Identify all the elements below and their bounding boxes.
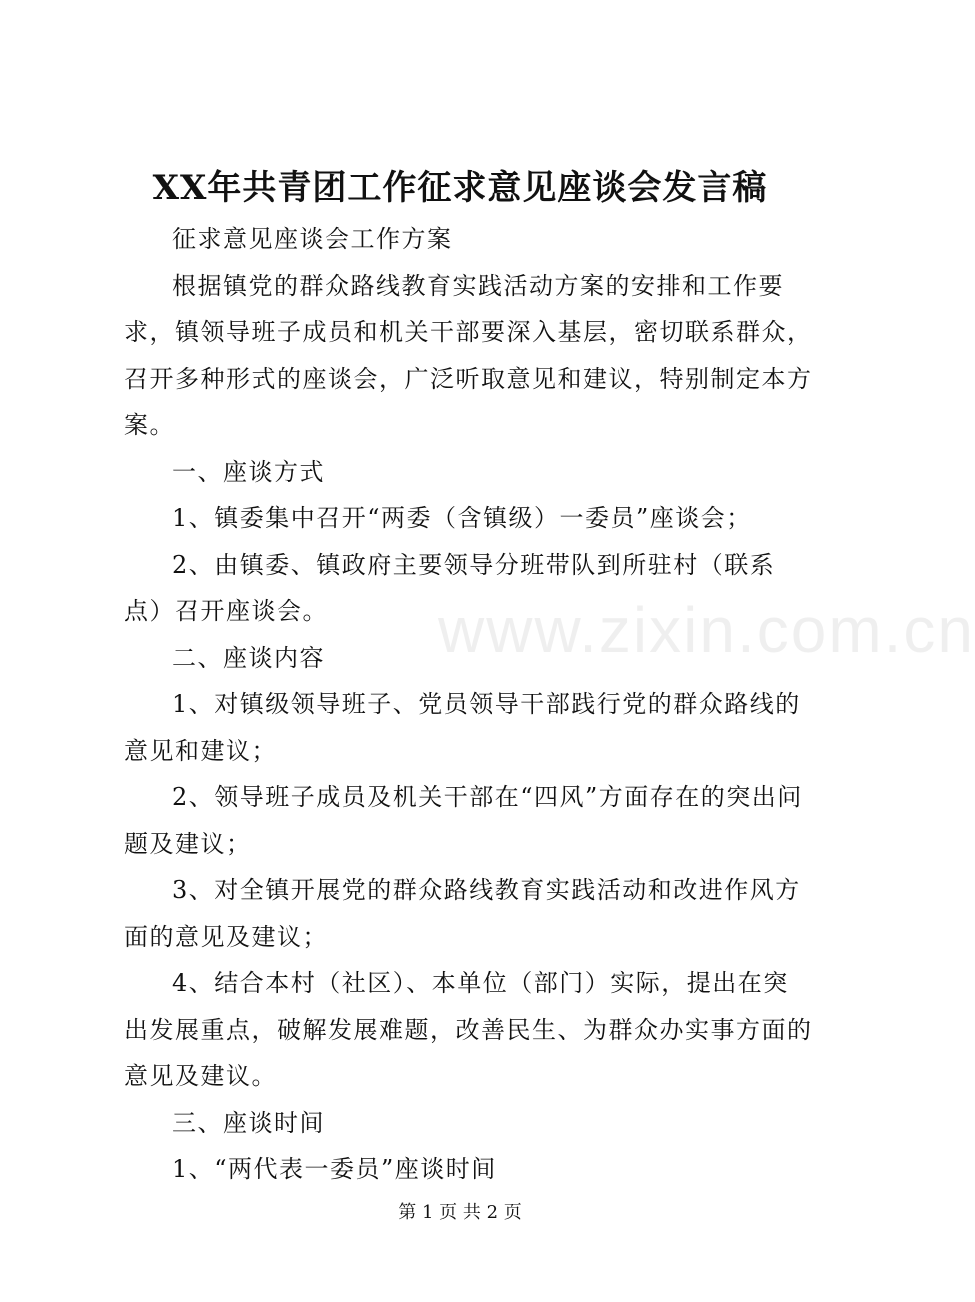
list-item: 1、对镇级领导班子、党员领导干部践行党的群众路线的意见和建议； [124, 690, 801, 765]
list-item: 1、镇委集中召开“两委（含镇级）一委员”座谈会； [172, 504, 752, 532]
document-body [124, 216, 814, 1193]
list-item: 4、结合本村（社区）、本单位（部门）实际，提出在突出发展重点，破解发展难题，改善民生、为群众办实事方面的意见及建议。 [124, 969, 813, 1090]
paragraph-intro: 根据镇党的群众路线教育实践活动方案的安排和工作要求，镇领导班子成员和机关干部要深入基层，密切联系群众，召开多种形式的座谈会，广泛听取意见和建议，特别制定本方案。 [124, 271, 813, 439]
page-footer: 第 1 页 共 2 页 [398, 1202, 522, 1223]
paragraph-plan-title: 征求意见座谈会工作方案 [172, 225, 453, 253]
list-item: 2、由镇委、镇政府主要领导分班带队到所驻村（联系点）召开座谈会。 [124, 550, 776, 625]
list-item: 2、领导班子成员及机关干部在“四风”方面存在的突出问题及建议； [124, 783, 803, 858]
document-title: XX年共青团工作征求意见座谈会发言稿 [152, 168, 768, 208]
watermark: www.zixin.com.cn [438, 594, 975, 666]
list-item: 1、“两代表一委员”座谈时间 [172, 1155, 497, 1183]
list-item: 3、对全镇开展党的群众路线教育实践活动和改进作风方面的意见及建议； [124, 876, 801, 951]
heading-section-1: 一、座谈方式 [172, 457, 325, 486]
heading-section-3: 三、座谈时间 [172, 1108, 325, 1137]
heading-section-2: 二、座谈内容 [172, 643, 325, 672]
